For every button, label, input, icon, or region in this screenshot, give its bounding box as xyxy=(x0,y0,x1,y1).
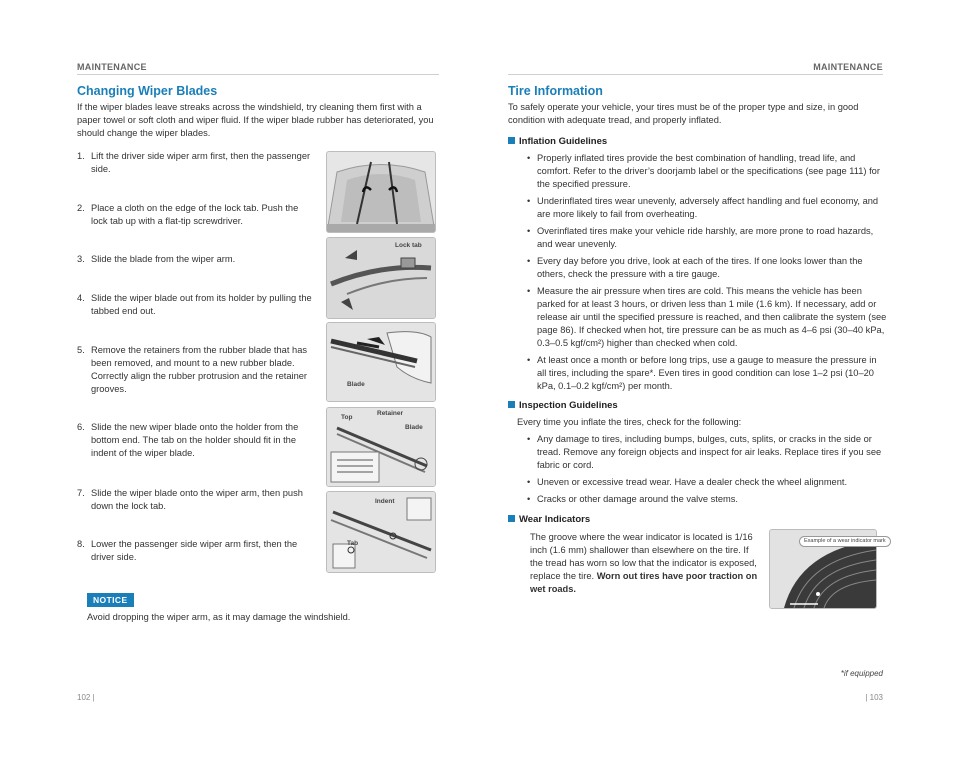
list-item: • Properly inflated tires provide the best combination of handling, tread life, and comfort. Refer to the driver’s doorjamb label or the specifications (see page 111) for the specified pressure. xyxy=(527,153,880,189)
blade-removal-figure xyxy=(326,322,436,402)
step-4: 4. Slide the wiper blade out from its holder by pulling the tabbed end out. xyxy=(77,293,312,316)
section-label: MAINTENANCE xyxy=(77,62,147,72)
step-8: 8. Lower the passenger side wiper arm first, then the driver side. xyxy=(77,539,298,562)
step-6: 6. Slide the new wiper blade onto the holder from the bottom end. The tab on the holder should fit in the indent of the wiper blade. xyxy=(77,422,299,458)
square-bullet-icon xyxy=(508,137,515,144)
list-item: • At least once a month or before long trips, use a gauge to measure the pressure in all tires, including the spare*. Even tires in good condition can lose 1–2 psi (10–20 kPa, 0.1–0.2 kgf/cm²) per month. xyxy=(527,355,877,391)
inspection-heading: Inspection Guidelines xyxy=(508,400,618,411)
square-bullet-icon xyxy=(508,401,515,408)
blade-removal-illustration xyxy=(327,323,435,401)
step-1: 1. Lift the driver side wiper arm first, then the passenger side. xyxy=(77,151,311,174)
notice-text: Avoid dropping the wiper arm, as it may damage the windshield. xyxy=(87,612,351,622)
header-rule xyxy=(77,74,439,75)
windshield-illustration xyxy=(327,152,435,232)
blade-label: Blade xyxy=(347,381,365,388)
page-number: 102 | xyxy=(77,693,95,702)
step-3: 3. Slide the blade from the wiper arm. xyxy=(77,254,236,264)
page-title: Changing Wiper Blades xyxy=(77,84,218,98)
inflation-heading: Inflation Guidelines xyxy=(508,136,607,147)
square-bullet-icon xyxy=(508,515,515,522)
indent-label: Indent xyxy=(375,498,395,505)
list-item: • Overinflated tires make your vehicle ride harshly, are more prone to road hazards, and wear unevenly. xyxy=(527,226,874,249)
retainer-figure xyxy=(326,407,436,487)
wear-indicator-callout: Example of a wear indicator mark xyxy=(799,536,891,547)
step-2: 2. Place a cloth on the edge of the lock tab. Push the lock tab up with a flat-tip screwdriver. xyxy=(77,203,299,226)
tab-label: Tab xyxy=(347,540,359,547)
indent-tab-figure xyxy=(326,491,436,573)
list-item: • Uneven or excessive tread wear. Have a dealer check the wheel alignment. xyxy=(527,477,848,487)
lock-tab-illustration xyxy=(327,238,435,318)
blade-label-2: Blade xyxy=(405,424,423,431)
lock-tab-label: Lock tab xyxy=(395,242,422,249)
retainer-label: Retainer xyxy=(377,410,404,417)
intro-paragraph: To safely operate your vehicle, your tires must be of the proper type and size, in good condition with adequate tread, and properly inflated. xyxy=(508,102,859,125)
page-title: Tire Information xyxy=(508,84,603,98)
notice-badge: NOTICE xyxy=(87,593,134,607)
list-item: • Any damage to tires, including bumps, bulges, cuts, splits, or cracks in the side or tread. Remove any foreign objects and inspect for air leaks. Replace tires if you see fabric or cord. xyxy=(527,434,882,470)
inspection-lead: Every time you inflate the tires, check for the following: xyxy=(517,417,742,427)
wear-heading: Wear Indicators xyxy=(508,514,590,525)
list-item: • Every day before you drive, look at each of the tires. If one looks lower than the others, check the pressure with a tire gauge. xyxy=(527,256,863,279)
inflation-list xyxy=(527,152,887,397)
step-5: 5. Remove the retainers from the rubber blade that has been removed, and mount to a new rubber blade. Correctly align the rubber protrusion and the retainer grooves. xyxy=(77,345,308,394)
wear-paragraph: The groove where the wear indicator is located is 1/16 inch (1.6 mm) shallower than elsewhere on the tire. If the tread has worn so low that the indicator is exposed, replace the tire. Worn out tires have poor traction on wet roads. xyxy=(530,532,758,594)
lock-tab-figure xyxy=(326,237,436,319)
page-number: | 103 xyxy=(865,693,883,702)
header-rule xyxy=(508,74,883,75)
inspection-list xyxy=(527,433,887,510)
step-7: 7. Slide the wiper blade onto the wiper arm, then push down the lock tab. xyxy=(77,488,303,511)
wiper-arms-figure xyxy=(326,151,436,233)
list-item: • Underinflated tires wear unevenly, adversely affect handling and fuel economy, and are more likely to fail from overheating. xyxy=(527,196,879,219)
intro-paragraph: If the wiper blades leave streaks across the windshield, try cleaning them first with a paper towel or soft cloth and wiper fluid. If the wiper blade rubber has deteriorated, you should change the wiper blades. xyxy=(77,102,434,138)
section-label: MAINTENANCE xyxy=(813,62,883,72)
top-label: Top xyxy=(341,414,353,421)
list-item: • Measure the air pressure when tires are cold. This means the vehicle has been parked for at least 3 hours, or driven less than 1 mile (1.6 km). If necessary, add or release air until the specified pressure is reached, and then calibrate the system (see page 86). If checked when hot, tire pressure can be as much as 4–6 psi (30–40 kPa, 0.3–0.5 kgf/cm²) higher than checked when cold. xyxy=(527,286,887,348)
list-item: • Cracks or other damage around the valve stems. xyxy=(527,494,739,504)
footnote: *if equipped xyxy=(840,669,883,678)
